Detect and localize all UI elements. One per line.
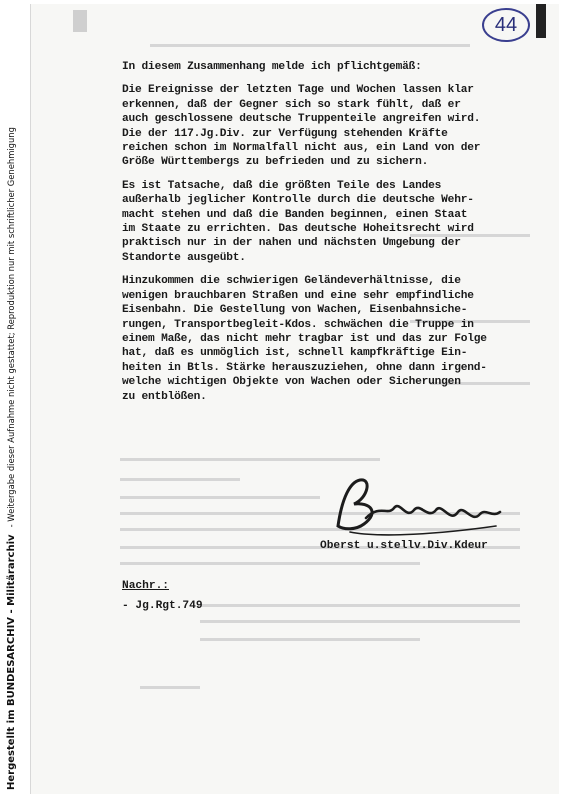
text-line: Die Ereignisse der letzten Tage und Wochen lassen klar — [122, 84, 474, 97]
text-line: welche wichtigen Objekte von Wachen oder Sicherungen — [122, 376, 461, 389]
archive-stamp-note: - Weitergabe dieser Aufnahme nicht gestattet; Reproduktion nur mit schriftlicher Genehmigung — [6, 127, 16, 528]
text-line: zu entblößen. — [122, 390, 207, 403]
paragraph — [122, 83, 522, 169]
text-line: Hinzukommen die schwierigen Geländeverhältnisse, die — [122, 275, 461, 288]
text-line: In diesem Zusammenhang melde ich pflichtgemäß: — [122, 61, 422, 73]
text-line: heiten in Btls. Stärke herauszuziehen, ohne dann irgend- — [122, 361, 487, 374]
signatory-title: Oberst u.stellv.Div.Kdeur — [320, 540, 488, 552]
text-line: wenigen brauchbaren Straßen und eine sehr empfindliche — [122, 289, 474, 302]
text-line: im Staate zu errichten. Das deutsche Hoheitsrecht wird — [122, 223, 474, 236]
text-line: praktisch nur in der nahen und nächsten Umgebung der — [122, 237, 461, 250]
text-line: macht stehen und daß die Banden beginnen, einen Staat — [122, 208, 468, 221]
letter-body — [122, 60, 522, 413]
text-line: Die der 117.Jg.Div. zur Verfügung stehenden Kräfte — [122, 127, 448, 140]
distribution-label: Nachr.: — [122, 580, 169, 592]
text-line: reichen schon im Normalfall nicht aus, ein Land von der — [122, 142, 481, 155]
text-line: Standorte ausgeübt. — [122, 251, 246, 264]
text-line: erkennen, daß der Gegner sich so stark fühlt, daß er — [122, 98, 461, 111]
page-number: 44 — [494, 14, 518, 36]
handwritten-signature — [320, 468, 510, 548]
paragraph — [122, 60, 522, 74]
paragraph — [122, 179, 522, 265]
text-line: auch geschlossene deutsche Truppenteile angreifen wird. — [122, 113, 481, 126]
text-line: Eisenbahn. Die Gestellung von Wachen, Eisenbahnsiche- — [122, 304, 468, 317]
text-line: hat, daß es unmöglich ist, schnell kampfkräftige Ein- — [122, 347, 468, 360]
archive-stamp-main: Hergestellt im BUNDESARCHIV - Militärarchiv — [6, 534, 17, 790]
paragraph — [122, 274, 522, 404]
distribution-list — [122, 576, 203, 616]
text-line: außerhalb jeglicher Kontrolle durch die deutsche Wehr- — [122, 194, 474, 207]
distribution-entry: - Jg.Rgt.749 — [122, 600, 203, 612]
text-line: Größe Württembergs zu befrieden und zu sichern. — [122, 156, 429, 169]
text-line: Es ist Tatsache, daß die größten Teile des Landes — [122, 179, 442, 192]
text-line: rungen, Transportbegleit-Kdos. schwächen die Truppe in — [122, 318, 474, 331]
text-line: einem Maße, das nicht mehr tragbar ist und das zur Folge — [122, 332, 487, 345]
